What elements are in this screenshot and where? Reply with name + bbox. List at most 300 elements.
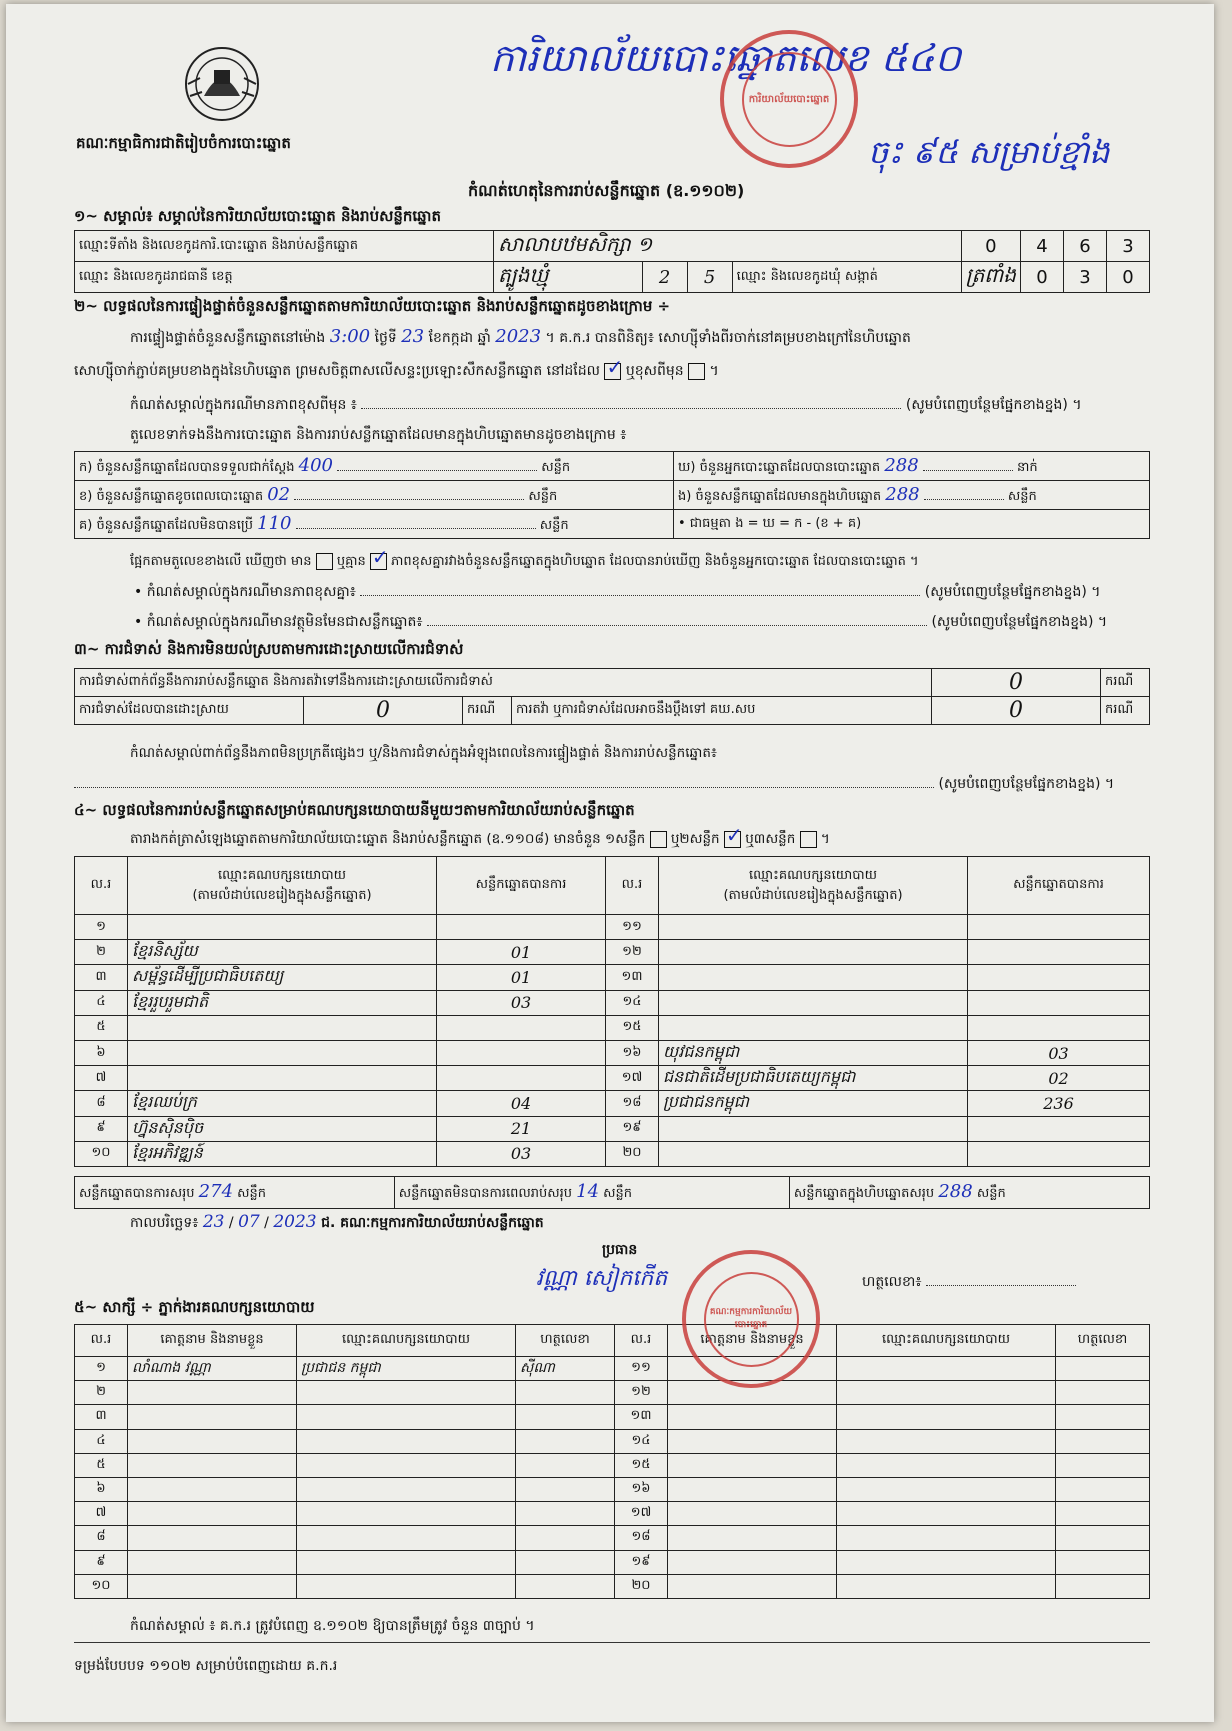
footer-text: ទម្រង់បែបបទ ១១០២ សម្រាប់បំពេញដោយ គ.ក.រ xyxy=(74,1658,338,1674)
figure-d-value: 288 xyxy=(884,454,919,476)
witness-left-party xyxy=(297,1502,516,1526)
province-code-1: 2 xyxy=(642,262,687,293)
witness-header-party-right: ឈ្មោះគណបក្សនយោបាយ xyxy=(837,1325,1056,1357)
irregularity-dots xyxy=(74,787,934,788)
witness-row xyxy=(75,1550,1150,1574)
witness-left-party xyxy=(297,1429,516,1453)
total-invalid-unit: សន្លឹក xyxy=(603,1186,633,1201)
results-left-votes: 01 xyxy=(437,965,606,990)
official-stamp-top xyxy=(720,30,858,168)
witness-right-party xyxy=(837,1574,1056,1598)
results-left-party: ខ្មែរនិស្ស័យ xyxy=(128,940,437,965)
witness-header-sign-left: ហត្ថលេខា xyxy=(516,1325,615,1357)
date-year: 2023 xyxy=(273,1212,317,1232)
figure-e-unit: សន្លឹក xyxy=(1007,488,1037,504)
figure-a-unit: សន្លឹក xyxy=(541,459,571,475)
witness-left-name xyxy=(128,1429,297,1453)
results-right-party xyxy=(659,1116,968,1141)
witness-right-name xyxy=(668,1429,837,1453)
figure-d-unit: នាក់ xyxy=(1016,459,1038,475)
witness-right-sign xyxy=(1056,1526,1150,1550)
results-left-no: ៧ xyxy=(75,1066,128,1091)
figure-e-label: ង) ចំនួនសន្លឹកឆ្នោតដែលមានក្នុងហិបឆ្នោត xyxy=(678,488,882,504)
witness-left-sign xyxy=(516,1550,615,1574)
date-line: កាលបរិច្ឆេទ៖ 23 / 07 / 2023 ជ. គណៈកម្មការការិយាល័យរាប់សន្លឹកឆ្នោត xyxy=(130,1212,544,1232)
objection-resolved-unit: ករណី xyxy=(463,697,512,725)
difference-has-label: ផ្អែកតាមតួលេខខាងលើ ឃើញថា មាន xyxy=(130,554,312,569)
results-right-no: ១៣ xyxy=(606,965,659,990)
difference-note-line xyxy=(130,395,1082,416)
results-right-no: ១៦ xyxy=(606,1040,659,1065)
witness-left-no: ៧ xyxy=(75,1502,128,1526)
section3-title: ៣~ ការជំទាស់ និងការមិនយល់ស្របតាមការដោះស្រាយលើការជំទាស់ xyxy=(74,640,464,658)
witness-right-no: ១៣ xyxy=(615,1405,668,1429)
date-day: 23 xyxy=(202,1212,225,1232)
witness-right-no: ២០ xyxy=(615,1574,668,1598)
total-invalid-label: សន្លឹកឆ្នោតមិនបានការពេលរាប់សរុប xyxy=(398,1186,572,1201)
tally-sheet-line: តារាងកត់ត្រាសំឡេងឆ្នោតតាមការិយាល័យបោះឆ្នោត និងរាប់សន្លឹកឆ្នោត (ឧ.១១០៨) មានចំនួន ១សន្លឹក ឬ២សន្លឹក ✓ ឬ៣សន្លឹក ។ xyxy=(130,830,830,850)
results-right-votes: 03 xyxy=(968,1040,1150,1065)
commune-code-1: 0 xyxy=(1021,262,1064,293)
results-left-party: ខ្មែរឈប់ក្រ xyxy=(128,1091,437,1116)
witness-left-sign xyxy=(516,1477,615,1501)
verification-time: 3:00 xyxy=(329,326,371,347)
total-valid-unit: សន្លឹក xyxy=(237,1186,267,1201)
results-right-votes xyxy=(968,990,1150,1015)
witness-right-sign xyxy=(1056,1381,1150,1405)
figure-c-value: 110 xyxy=(257,512,292,534)
witness-right-sign xyxy=(1056,1429,1150,1453)
results-left-party xyxy=(128,1066,437,1091)
objection-total-label: ការជំទាស់ពាក់ព័ន្ធនឹងការរាប់សន្លឹកឆ្នោត និងការតវ៉ាទៅនឹងការដោះស្រាយលើការជំទាស់ xyxy=(75,669,932,697)
results-right-party: ជនជាតិដើមប្រជាធិបតេយ្យកម្ពុជា xyxy=(659,1066,968,1091)
verification-paragraph xyxy=(130,326,911,349)
results-left-votes: 21 xyxy=(437,1116,606,1141)
results-right-votes xyxy=(968,1015,1150,1040)
figures-intro: តួលេខទាក់ទងនឹងការបោះឆ្នោត និងការរាប់សន្លឹកឆ្នោតដែលមានក្នុងហិបឆ្នោតមានដូចខាងក្រោម ៖ xyxy=(130,427,627,443)
witness-left-no: ១ xyxy=(75,1357,128,1381)
witness-left-sign xyxy=(516,1574,615,1598)
chair-signature: វណ្ណា សៀកកើត xyxy=(536,1266,668,1291)
results-left-votes xyxy=(437,1015,606,1040)
results-left-party: ហ្វ៊ុនស៊ិនប៉ិច xyxy=(128,1116,437,1141)
date-label: កាលបរិច្ឆេទ៖ xyxy=(130,1215,199,1231)
witness-right-no: ១១ xyxy=(615,1357,668,1381)
results-header-no-right: ល.រ xyxy=(606,857,659,915)
results-right-votes: 02 xyxy=(968,1066,1150,1091)
committee-name: គណៈកម្មាធិការជាតិរៀបចំការបោះឆ្នោត xyxy=(76,134,291,152)
results-row xyxy=(75,1141,1150,1166)
bullet-difference-dots xyxy=(360,595,920,596)
irregularity-note-line xyxy=(74,774,1114,795)
total-box-value: 288 xyxy=(938,1181,973,1202)
witness-left-name: លាំណាង វណ្ណា xyxy=(128,1357,297,1381)
witness-left-party xyxy=(297,1405,516,1429)
witness-right-sign xyxy=(1056,1574,1150,1598)
figure-b xyxy=(75,481,674,510)
witness-left-name xyxy=(128,1574,297,1598)
results-left-no: ៣ xyxy=(75,965,128,990)
results-left-votes: 04 xyxy=(437,1091,606,1116)
results-right-votes xyxy=(968,965,1150,990)
witness-header-no-left: ល.រ xyxy=(75,1325,128,1357)
verification-text-a: ការផ្ទៀងផ្ទាត់ចំនួនសន្លឹកឆ្នោតនៅម៉ោង xyxy=(130,330,326,346)
results-left-votes xyxy=(437,1066,606,1091)
witness-right-party xyxy=(837,1453,1056,1477)
results-left-party xyxy=(128,1040,437,1065)
witness-left-no: ៦ xyxy=(75,1477,128,1501)
results-left-party xyxy=(128,915,437,940)
verification-day: 23 xyxy=(401,326,425,347)
results-right-votes xyxy=(968,940,1150,965)
results-header-party-right-sub: (តាមលំដាប់លេខរៀងក្នុងសន្លឹកឆ្នោត) xyxy=(723,887,903,903)
formula: • ជាធម្មតា ង = ឃ = ក - (ខ + គ) xyxy=(674,510,1150,539)
witness-header-sign-right: ហត្ថលេខា xyxy=(1056,1325,1150,1357)
total-box-label: សន្លឹកឆ្នោតក្នុងហិបឆ្នោតសរុប xyxy=(793,1186,935,1201)
station-label: ឈ្មោះទីតាំង និងលេខកូដការិ.បោះឆ្នោត និងរាប់សន្លឹកឆ្នោត xyxy=(75,231,494,262)
section4-title: ៤~ លទ្ធផលនៃការរាប់សន្លឹកឆ្នោតសម្រាប់គណបក្សនយោបាយនីមួយៗតាមការិយាល័យរាប់សន្លឹកឆ្នោត xyxy=(74,801,635,819)
witness-left-name xyxy=(128,1381,297,1405)
figure-b-value: 02 xyxy=(267,483,291,505)
objection-appeal-unit: ករណី xyxy=(1101,697,1150,725)
witness-right-party xyxy=(837,1405,1056,1429)
difference-note-label: កំណត់សម្គាល់ក្នុងករណីមានភាពខុសពីមុន ៖ xyxy=(130,397,357,413)
witness-right-name xyxy=(668,1550,837,1574)
different-label: ឬខុសពីមុន xyxy=(625,363,684,379)
figure-a-value: 400 xyxy=(298,454,334,476)
witness-right-party xyxy=(837,1429,1056,1453)
witness-right-no: ១៤ xyxy=(615,1429,668,1453)
witness-header-name-right: គោត្តនាម និងនាមខ្លួន xyxy=(668,1325,837,1357)
figure-e-dots xyxy=(924,499,1004,500)
results-right-party xyxy=(659,965,968,990)
seal-check-line: សោហ្ស៊ីចាក់ភ្ជាប់គម្របខាងក្នុងនៃហិបឆ្នោត ព្រមសចិត្តពាសលើសន្ទះប្រឡោះសឹកសន្លឹកឆ្នោត នៅដដែល ✓ ឬខុសពីមុន ។ xyxy=(74,361,719,382)
witness-left-no: ២ xyxy=(75,1381,128,1405)
results-left-no: ៦ xyxy=(75,1040,128,1065)
witness-left-no: ៣ xyxy=(75,1405,128,1429)
results-right-no: ១៤ xyxy=(606,990,659,1015)
results-body xyxy=(75,915,1150,1167)
results-row xyxy=(75,1116,1150,1141)
tally-three-label: ឬ៣សន្លឹក xyxy=(745,831,796,847)
stamp-text: ការិយាល័យបោះឆ្នោត xyxy=(748,93,830,105)
difference-has-checkbox[interactable] xyxy=(316,553,333,570)
results-left-votes xyxy=(437,1040,606,1065)
witness-right-name xyxy=(668,1453,837,1477)
total-invalid-cell xyxy=(394,1177,789,1209)
witness-left-party xyxy=(297,1477,516,1501)
results-right-party xyxy=(659,990,968,1015)
results-left-no: ៨ xyxy=(75,1091,128,1116)
objection-resolved-value: 0 xyxy=(304,697,463,725)
results-right-no: ១៧ xyxy=(606,1066,659,1091)
witness-left-party xyxy=(297,1381,516,1405)
results-left-votes: 03 xyxy=(437,1141,606,1166)
stamp-bottom-inner-ring xyxy=(704,1272,799,1367)
figures-table xyxy=(74,451,1150,539)
witness-left-no: ៩ xyxy=(75,1550,128,1574)
station-code-4: 3 xyxy=(1107,231,1150,262)
witness-header-name-left: គោត្តនាម និងនាមខ្លួន xyxy=(128,1325,297,1357)
irregularity-suffix: (សូមបំពេញបន្ថែមផ្នែកខាងខ្នង) ។ xyxy=(938,776,1115,792)
results-left-no: ២ xyxy=(75,940,128,965)
commune-code-2: 3 xyxy=(1064,262,1107,293)
witness-right-no: ១៥ xyxy=(615,1453,668,1477)
results-left-party xyxy=(128,1015,437,1040)
results-header-party-right xyxy=(659,857,968,915)
tally-one-checkbox[interactable] xyxy=(650,831,667,848)
section5-title: ៥~ សាក្សី ÷ ភ្នាក់ងារគណបក្សនយោបាយ xyxy=(74,1298,315,1316)
figure-d-label: ឃ) ចំនួនអ្នកបោះឆ្នោតដែលបានបោះឆ្នោត xyxy=(678,459,881,475)
witness-right-no: ១៩ xyxy=(615,1550,668,1574)
witness-header-party-left: ឈ្មោះគណបក្សនយោបាយ xyxy=(297,1325,516,1357)
verification-year: 2023 xyxy=(495,326,542,347)
figure-b-label: ខ) ចំនួនសន្លឹកឆ្នោតខូចពេលបោះឆ្នោត xyxy=(79,488,264,504)
witness-right-name xyxy=(668,1477,837,1501)
results-row xyxy=(75,1015,1150,1040)
witness-left-sign: ស៊ីណា xyxy=(516,1357,615,1381)
results-row xyxy=(75,990,1150,1015)
results-right-votes xyxy=(968,915,1150,940)
bullet-difference xyxy=(134,582,1100,603)
witness-right-no: ១៧ xyxy=(615,1502,668,1526)
witness-row xyxy=(75,1357,1150,1381)
objection-appeal-value: 0 xyxy=(932,697,1101,725)
results-right-no: ១១ xyxy=(606,915,659,940)
witness-left-no: ៥ xyxy=(75,1453,128,1477)
seal-check-text: សោហ្ស៊ីចាក់ភ្ជាប់គម្របខាងក្នុងនៃហិបឆ្នោត ព្រមសចិត្តពាសលើសន្ទះប្រឡោះសឹកសន្លឹកឆ្នោត នៅដដែល xyxy=(74,363,600,379)
witness-right-party xyxy=(837,1381,1056,1405)
difference-description: ភាពខុសគ្នារវាងចំនួនសន្លឹកឆ្នោតក្នុងហិបឆ្នោត ដែលបានរាប់ឃើញ និងចំនួនអ្នកបោះឆ្នោត ដែលបានបោះឆ្នោត ។ xyxy=(391,554,919,569)
witness-left-party xyxy=(297,1574,516,1598)
chair-title: ប្រធាន xyxy=(602,1242,638,1258)
witness-right-sign xyxy=(1056,1405,1150,1429)
objection-appeal-label: ការតវ៉ា ឬការជំទាស់ដែលអាចនឹងប្តឹងទៅ គឃ.សប xyxy=(512,697,932,725)
witness-left-name xyxy=(128,1550,297,1574)
tally-three-checkbox[interactable] xyxy=(800,831,817,848)
witness-row xyxy=(75,1381,1150,1405)
results-left-votes: 01 xyxy=(437,940,606,965)
witness-row xyxy=(75,1502,1150,1526)
results-right-votes xyxy=(968,1116,1150,1141)
station-code-3: 6 xyxy=(1064,231,1107,262)
figure-e-value: 288 xyxy=(885,483,920,505)
total-valid-label: សន្លឹកឆ្នោតបានការសរុប xyxy=(79,1186,195,1201)
results-left-no: ១ xyxy=(75,915,128,940)
witness-body xyxy=(75,1357,1150,1599)
province-label: ឈ្មោះ និងលេខកូដរាជធានី ខេត្ត xyxy=(75,262,494,293)
bullet-foreign xyxy=(134,612,1107,633)
difference-check-line xyxy=(130,553,919,572)
results-header-no-left: ល.រ xyxy=(75,857,128,915)
witness-row xyxy=(75,1453,1150,1477)
witness-left-party xyxy=(297,1526,516,1550)
same-checkbox[interactable] xyxy=(604,363,621,380)
witness-right-party xyxy=(837,1550,1056,1574)
results-header-party-left xyxy=(128,857,437,915)
date-month: 07 xyxy=(238,1212,260,1232)
witness-right-party xyxy=(837,1357,1056,1381)
results-row xyxy=(75,915,1150,940)
emblem-logo xyxy=(174,44,270,124)
section1-title: ១~ សម្គាល់៖ សម្គាល់នៃការិយាល័យបោះឆ្នោត និងរាប់សន្លឹកឆ្នោត xyxy=(74,207,441,225)
verification-text-b: ថ្ងៃទី xyxy=(374,330,397,346)
bullet-foreign-dots xyxy=(427,625,927,626)
objection-total-unit: ករណី xyxy=(1101,669,1150,697)
section2-title: ២~ លទ្ធផលនៃការផ្ទៀងផ្ទាត់ចំនួនសន្លឹកឆ្នោតតាមការិយាល័យបោះឆ្នោត និងរាប់សន្លឹកឆ្នោតដូចខាងក្រោម ÷ xyxy=(74,297,671,315)
results-right-no: ១៨ xyxy=(606,1091,659,1116)
witness-left-name xyxy=(128,1405,297,1429)
witness-header-no-right: ល.រ xyxy=(615,1325,668,1357)
results-right-no: ១២ xyxy=(606,940,659,965)
difference-none-label: ឬគ្មាន xyxy=(336,554,366,569)
figure-c-dots xyxy=(296,528,536,529)
total-valid-value: 274 xyxy=(198,1181,234,1202)
results-left-no: ៤ xyxy=(75,990,128,1015)
figure-d xyxy=(674,452,1150,481)
witness-left-no: ៤ xyxy=(75,1429,128,1453)
figure-a xyxy=(75,452,674,481)
bullet-difference-suffix: (សូមបំពេញបន្ថែមផ្នែកខាងខ្នង) ។ xyxy=(924,584,1101,600)
form-title: កំណត់ហេតុនៃការរាប់សន្លឹកឆ្នោត (ឧ.១១០២) xyxy=(468,181,745,200)
results-header-party-left-title: ឈ្មោះគណបក្សនយោបាយ xyxy=(218,867,346,883)
different-checkbox[interactable] xyxy=(688,363,705,380)
figure-c-label: គ) ចំនួនសន្លឹកឆ្នោតដែលមិនបានប្រើ xyxy=(79,517,253,533)
results-left-votes: 03 xyxy=(437,990,606,1015)
figure-d-dots xyxy=(923,470,1013,471)
results-right-party: យុវជនកម្ពុជា xyxy=(659,1040,968,1065)
witness-row xyxy=(75,1405,1150,1429)
witness-row xyxy=(75,1429,1150,1453)
province-code-2: 5 xyxy=(687,262,732,293)
station-value: សាលាបឋមសិក្សា ១ xyxy=(494,231,962,262)
witness-right-sign xyxy=(1056,1550,1150,1574)
results-right-no: ១៥ xyxy=(606,1015,659,1040)
witness-left-name xyxy=(128,1477,297,1501)
results-left-party: ខ្មែរអភិវឌ្ឍន៍ xyxy=(128,1141,437,1166)
witness-left-party xyxy=(297,1550,516,1574)
handwritten-station-note-2: ចុះ ៩៥ សម្រាប់ខ្មាំង xyxy=(868,133,1110,171)
witness-left-name xyxy=(128,1502,297,1526)
commune-value: ត្រពាំង xyxy=(961,262,1020,293)
witness-left-sign xyxy=(516,1502,615,1526)
results-right-party xyxy=(659,940,968,965)
witness-right-sign xyxy=(1056,1502,1150,1526)
footer-rule xyxy=(74,1642,1150,1643)
signature-line xyxy=(862,1272,1076,1293)
witness-left-no: ៨ xyxy=(75,1526,128,1550)
objection-resolved-label: ការជំទាស់ដែលបានដោះស្រាយ xyxy=(75,697,304,725)
witness-right-party xyxy=(837,1477,1056,1501)
objection-total-value: 0 xyxy=(932,669,1101,697)
witness-right-party xyxy=(837,1526,1056,1550)
witness-right-name xyxy=(668,1405,837,1429)
results-totals xyxy=(74,1176,1150,1209)
results-row xyxy=(75,940,1150,965)
commune-label: ឈ្មោះ និងលេខកូដឃុំ សង្កាត់ xyxy=(732,262,961,293)
witness-right-name xyxy=(668,1526,837,1550)
figure-c xyxy=(75,510,674,539)
total-invalid-value: 14 xyxy=(576,1181,600,1202)
figure-e xyxy=(674,481,1150,510)
total-box-unit: សន្លឹក xyxy=(976,1186,1006,1201)
results-header-votes-left: សន្លឹកឆ្នោតបានការ xyxy=(437,857,606,915)
results-row xyxy=(75,1040,1150,1065)
results-right-party xyxy=(659,1141,968,1166)
results-row xyxy=(75,1066,1150,1091)
witness-table xyxy=(74,1324,1150,1599)
province-value: ត្បូងឃ្មុំ xyxy=(494,262,643,293)
objection-table xyxy=(74,668,1150,725)
witness-right-party xyxy=(837,1502,1056,1526)
bullet-difference-label: • កំណត់សម្គាល់ក្នុងករណីមានភាពខុសគ្នា៖ xyxy=(134,584,356,600)
form-page xyxy=(6,4,1214,1722)
verification-text-c: ខែកក្កដា ឆ្នាំ xyxy=(428,330,491,346)
figure-c-unit: សន្លឹក xyxy=(539,517,569,533)
section1-table xyxy=(74,230,1150,293)
results-right-party xyxy=(659,915,968,940)
witness-row xyxy=(75,1574,1150,1598)
witness-right-no: ១៦ xyxy=(615,1477,668,1501)
witness-right-name xyxy=(668,1502,837,1526)
date-suffix: ជ. គណៈកម្មការការិយាល័យរាប់សន្លឹកឆ្នោត xyxy=(321,1215,544,1231)
difference-note-dots xyxy=(361,408,901,409)
witness-right-no: ១៨ xyxy=(615,1526,668,1550)
difference-note-suffix: (សូមបំពេញបន្ថែមផ្នែកខាងខ្នង) ។ xyxy=(905,397,1082,413)
witness-left-sign xyxy=(516,1405,615,1429)
bullet-foreign-label: • កំណត់សម្គាល់ក្នុងករណីមានវត្ថុមិនមែនជាសន្លឹកឆ្នោត៖ xyxy=(134,614,423,630)
difference-none-checkbox[interactable] xyxy=(370,553,387,570)
total-box-cell xyxy=(789,1177,1149,1209)
total-valid-cell xyxy=(75,1177,395,1209)
results-right-party: ប្រជាជនកម្ពុជា xyxy=(659,1091,968,1116)
witness-row xyxy=(75,1526,1150,1550)
final-note: កំណត់សម្គាល់ ៖ គ.ក.រ ត្រូវបំពេញ ឧ.១១០២ ឱ្យបានត្រឹមត្រូវ ចំនួន ៣ច្បាប់ ។ xyxy=(130,1618,535,1634)
station-code-1: 0 xyxy=(961,231,1020,262)
figure-b-dots xyxy=(294,499,524,500)
results-left-no: ៩ xyxy=(75,1116,128,1141)
results-table xyxy=(74,856,1150,1167)
official-stamp-bottom xyxy=(682,1250,820,1388)
witness-right-sign xyxy=(1056,1453,1150,1477)
witness-left-sign xyxy=(516,1526,615,1550)
figure-a-label: ក) ចំនួនសន្លឹកឆ្នោតដែលបានទទួលជាក់ស្តែង xyxy=(79,459,295,475)
irregularity-note: កំណត់សម្គាល់ពាក់ព័ន្ធនឹងភាពមិនប្រក្រតីផ្សេងៗ ឬ/និងការជំទាស់ក្នុងអំឡុងពេលនៃការផ្ទៀងផ្ទាត់ និងការរាប់សន្លឹកឆ្នោត៖ xyxy=(130,745,717,761)
witness-left-no: ១០ xyxy=(75,1574,128,1598)
results-left-party: ខ្មែររួបរួមជាតិ xyxy=(128,990,437,1015)
results-header-party-left-sub: (តាមលំដាប់លេខរៀងក្នុងសន្លឹកឆ្នោត) xyxy=(192,887,372,903)
witness-left-party xyxy=(297,1453,516,1477)
signature-label: ហត្ថលេខា៖ xyxy=(862,1274,922,1290)
commune-code-3: 0 xyxy=(1107,262,1150,293)
witness-right-sign xyxy=(1056,1477,1150,1501)
stamp-bottom-text: គណៈកម្មការការិយាល័យបោះឆ្នោត xyxy=(709,1307,793,1330)
witness-right-no: ១២ xyxy=(615,1381,668,1405)
results-right-no: ១៩ xyxy=(606,1116,659,1141)
tally-two-checkbox[interactable] xyxy=(724,831,741,848)
verification-text-d: ។ គ.ក.រ បានពិនិត្យ៖ សោហ្ស៊ីទាំងពីរចាក់នៅគម្របខាងក្រៅនៃហិបឆ្នោត xyxy=(545,330,911,346)
station-code-2: 4 xyxy=(1021,231,1064,262)
witness-right-sign xyxy=(1056,1357,1150,1381)
bullet-foreign-suffix: (សូមបំពេញបន្ថែមផ្នែកខាងខ្នង) ។ xyxy=(931,614,1108,630)
witness-left-party: ប្រជាជន កម្ពុជា xyxy=(297,1357,516,1381)
stamp-inner-ring xyxy=(742,52,837,147)
witness-row xyxy=(75,1477,1150,1501)
results-header-votes-right: សន្លឹកឆ្នោតបានការ xyxy=(968,857,1150,915)
results-right-votes: 236 xyxy=(968,1091,1150,1116)
figure-a-dots xyxy=(337,470,537,471)
results-header-party-right-title: ឈ្មោះគណបក្សនយោបាយ xyxy=(749,867,877,883)
